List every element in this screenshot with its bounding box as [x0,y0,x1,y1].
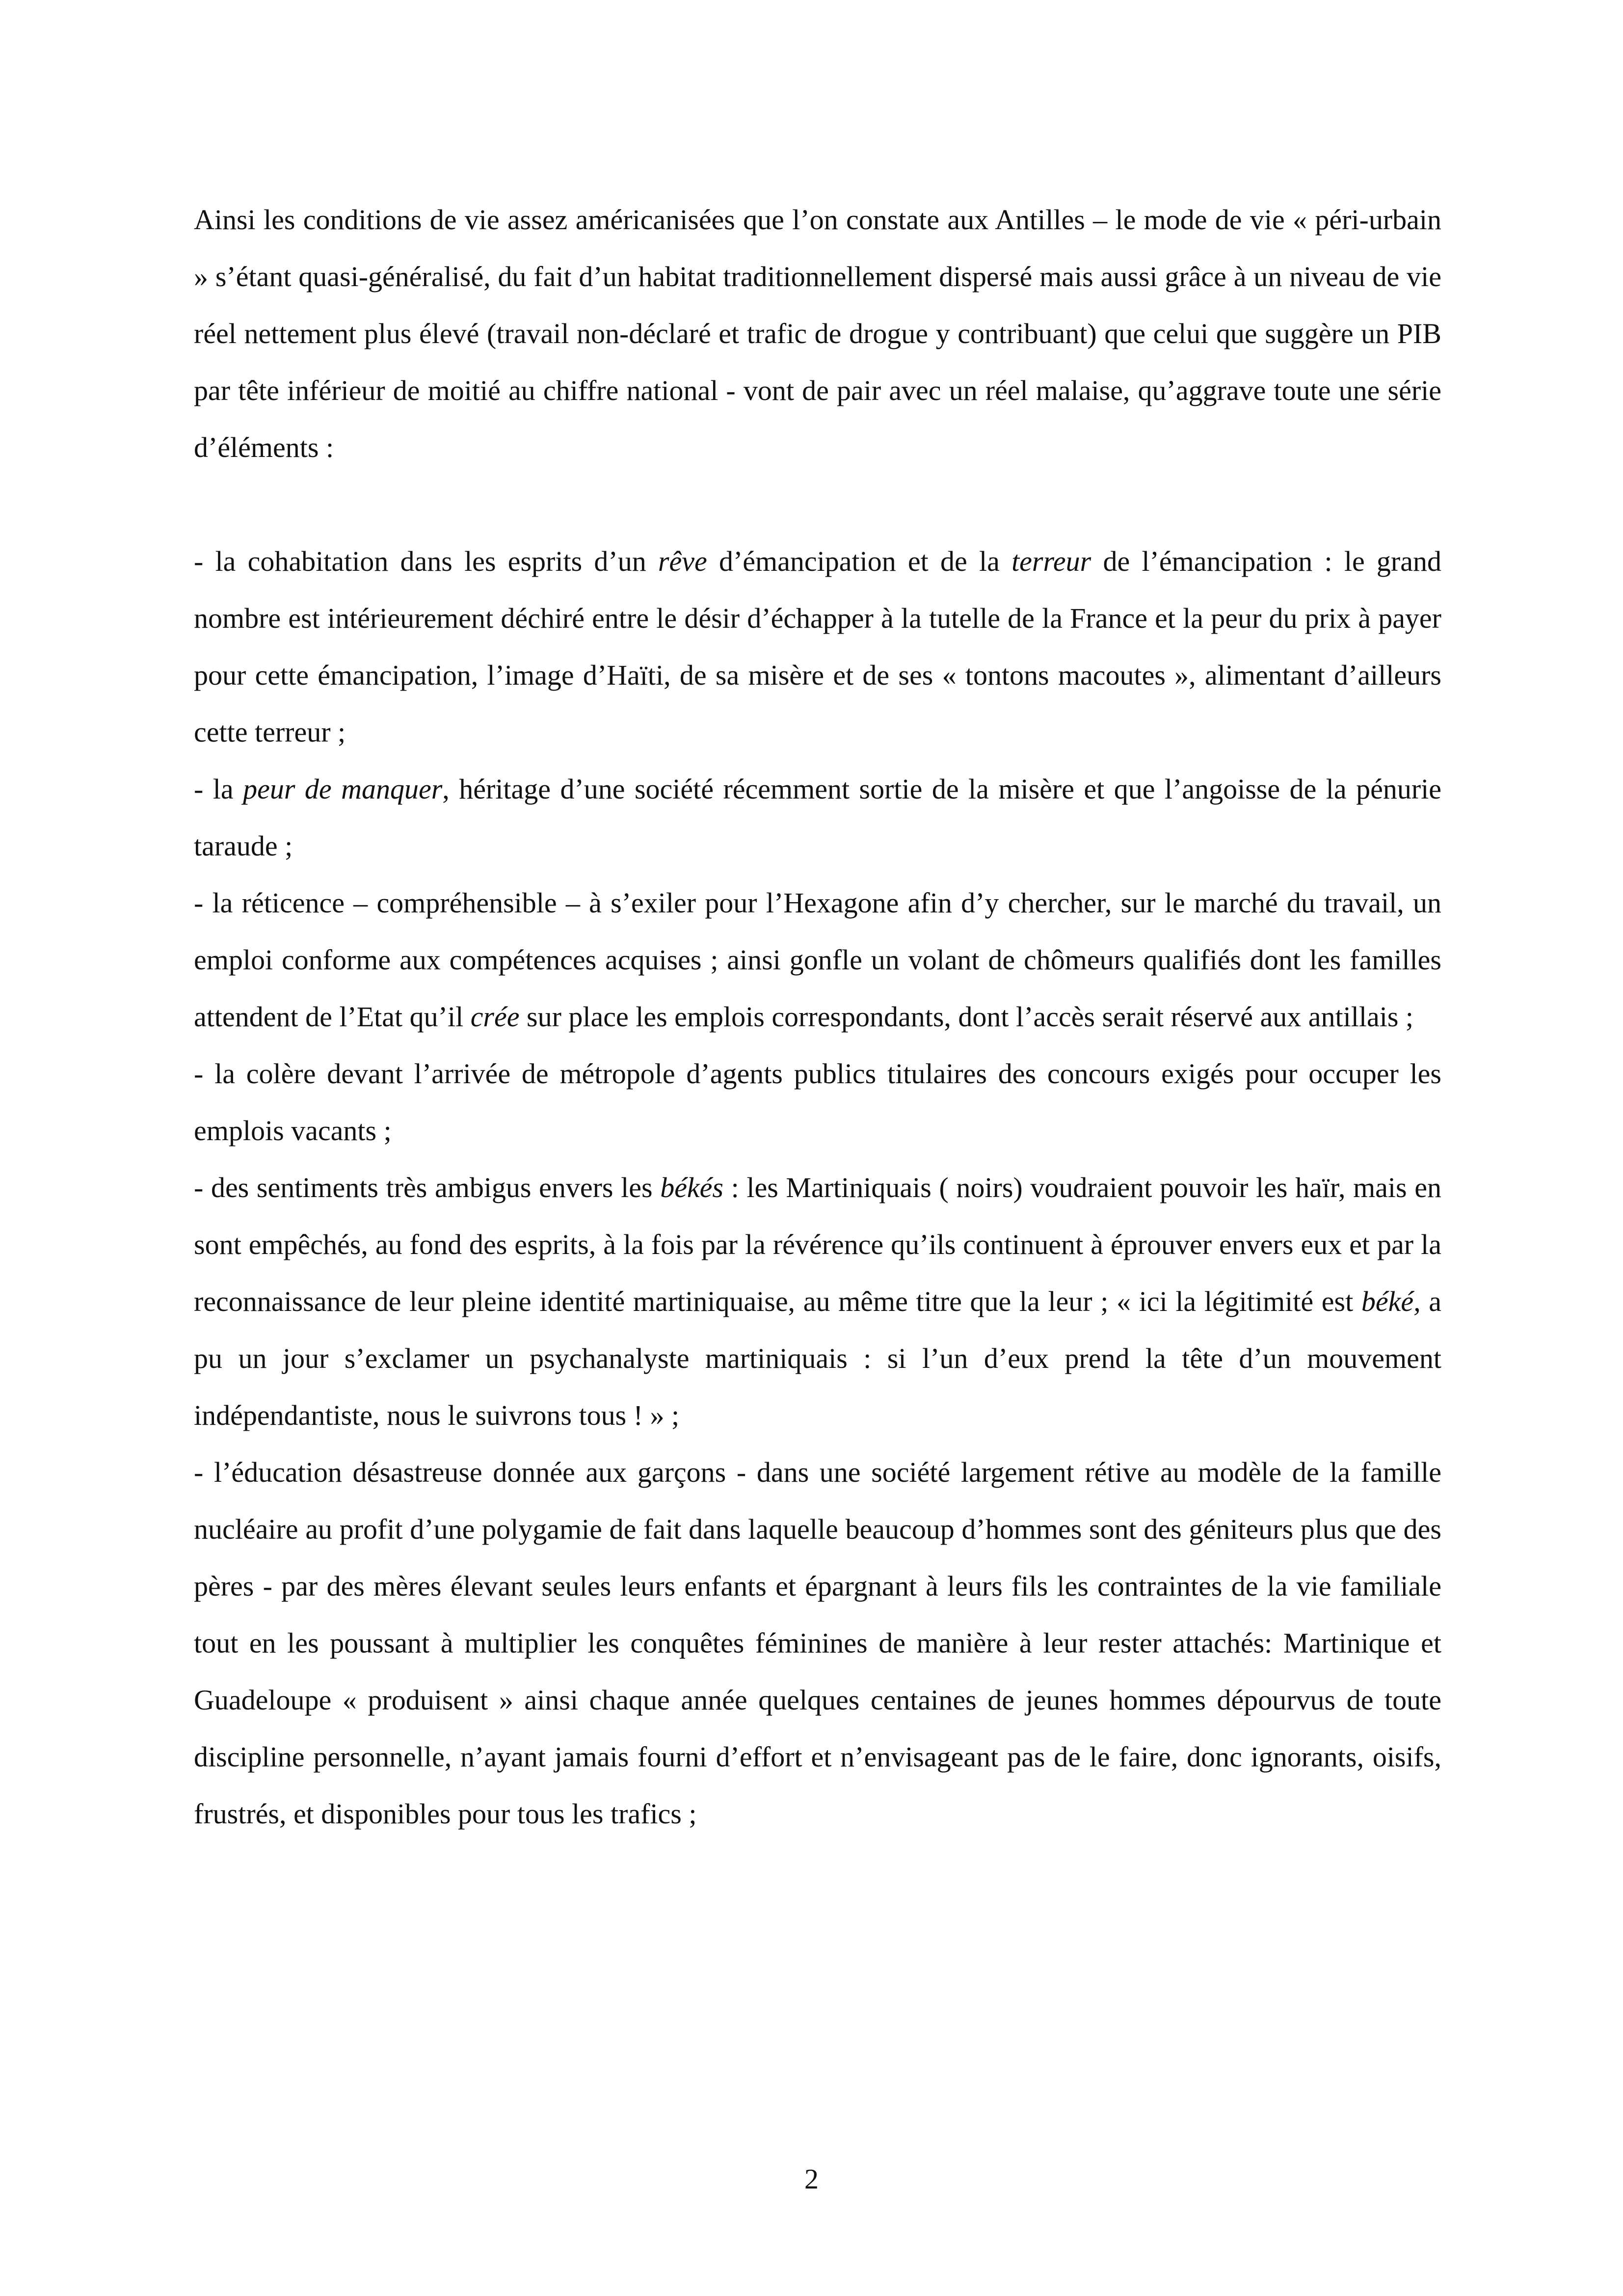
list-item-text: - la réticence – compréhensible – à s’exiler pour l’Hexagone afin d’y chercher, sur le marché du travail, un emploi conforme aux compétences acquises ; ainsi gonfle un volant de chômeurs qualifiés dont les familles attendent de l’Etat qu’il [194,887,1441,1033]
list-item-education [194,1444,1441,1842]
list-item-text: sur place les emplois correspondants, dont l’accès serait réservé aux antillais ; [519,1001,1414,1033]
list-item-emphasis: peur de manquer [243,773,443,805]
list-item-peur-de-manquer [194,761,1441,875]
intro-paragraph: Ainsi les conditions de vie assez américanisées que l’on constate aux Antilles – le mode de vie « péri-urbain » s’étant quasi-généralisé, du fait d’un habitat traditionnellement dispersé mais aussi grâce à un niveau de vie réel nettement plus élevé (travail non-déclaré et trafic de drogue y contribuant) que celui que suggère un PIB par tête inférieur de moitié au chiffre national - vont de pair avec un réel malaise, qu’aggrave toute une série d’éléments : [194,204,1441,463]
list-item-emphasis: békés [660,1172,723,1203]
list-item-emphasis: rêve [658,545,707,577]
list-item-text: - la cohabitation dans les esprits d’un [194,545,658,577]
list-item-bekes [194,1159,1441,1444]
list-item-text: - l’éducation désastreuse donnée aux garçons - dans une société largement rétive au modèle de la famille nucléaire au profit d’une polygamie de fait dans laquelle beaucoup d’hommes sont des géniteurs plus que des pères - par des mères élevant seules leurs enfants et épargnant à leurs fils les contraintes de la vie familiale tout en les poussant à multiplier les conquêtes féminines de manière à leur rester attachés: Martinique et Guadeloupe « produisent » ainsi chaque année quelques centaines de jeunes hommes dépourvus de toute discipline personnelle, n’ayant jamais fourni d’effort et n’envisageant pas de le faire, donc ignorants, oisifs, frustrés, et disponibles pour tous les trafics ; [194,1456,1441,1830]
list-item-colere [194,1045,1441,1159]
document-page [194,191,1441,1842]
list-item-emphasis: crée [470,1001,520,1033]
list-item-emphasis: béké, [1361,1285,1421,1317]
list-item-text: - des sentiments très ambigus envers les [194,1172,661,1203]
list-item-text: d’émancipation et de la [707,545,1012,577]
paragraph-spacer [194,476,1441,533]
element-list [194,533,1441,1842]
list-item-emphasis: terreur [1011,545,1091,577]
list-item-text: , héritage d’une société récemment sortie de la misère et que l’angoisse de la pénurie taraude ; [194,773,1441,862]
list-item-text: : les Martiniquais ( noirs) voudraient pouvoir les haïr, mais en sont empêchés, au fond des esprits, à la fois par la révérence qu’ils continuent à éprouver envers eux et par la reconnaissance de leur pleine identité martiniquaise, au même titre que la leur ; « ici la légitimité est [194,1172,1441,1317]
list-item-text: - la [194,773,243,805]
list-item-text: - la colère devant l’arrivée de métropole d’agents publics titulaires des concours exigés pour occuper les emplois vacants ; [194,1058,1441,1147]
list-item-text: de l’émancipation : le grand nombre est intérieurement déchiré entre le désir d’échapper à la tutelle de la France et la peur du prix à payer pour cette émancipation, l’image d’Haïti, de sa misère et de ses « tontons macoutes », alimentant d’ailleurs cette terreur ; [194,545,1441,748]
list-item-emancipation [194,533,1441,761]
page-number: 2 [804,2163,819,2195]
list-item-reticence [194,875,1441,1045]
list-item-text: a pu un jour s’exclamer un psychanalyste martiniquais : si l’un d’eux prend la tête d’un mouvement indépendantiste, nous le suivrons tous ! » ; [194,1285,1441,1431]
